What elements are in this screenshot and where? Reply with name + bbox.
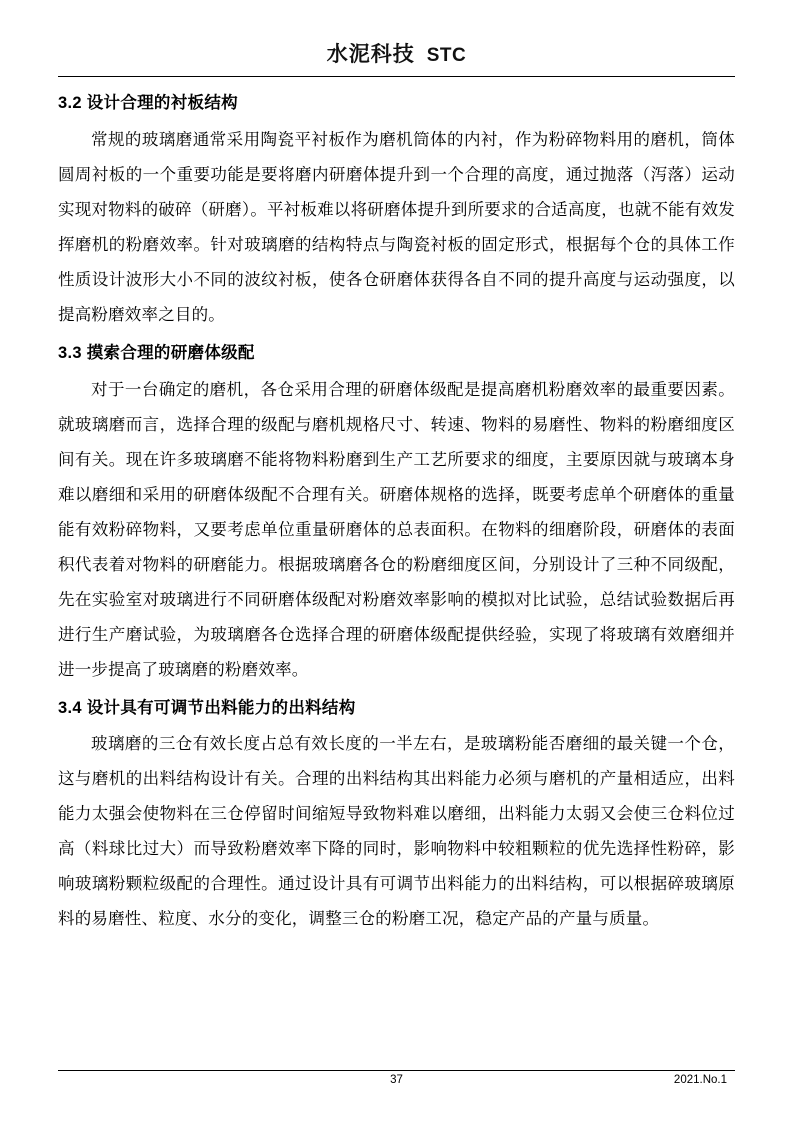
journal-abbreviation: STC (426, 45, 467, 66)
section-heading-3-4: 3.4 设计具有可调节出料能力的出料结构 (58, 698, 356, 717)
section-3-4-paragraph-1: 玻璃磨的三仓有效长度占总有效长度的一半左右，是玻璃粉能否磨细的最关键一个仓，这与磨机的出料结构设计有关。合理的出料结构其出料能力必须与磨机的产量相适应，出料能力太强会使物料在三仓停留时间缩短导致物料难以磨细，出料能力太弱又会使三仓料位过高（料球比过大）而导致粉磨效率下降的同时，影响物料中较粗颗粒的优先选择性粉碎，影响玻璃粉颗粒级配的合理性。通过设计具有可调节出料能力的出料结构，可以根据碎玻璃原料的易磨性、粒度、水分的变化，调整三仓的粉磨工况，稳定产品的产量与质量。 (58, 734, 735, 929)
page-footer (58, 1070, 735, 1092)
header-divider (58, 76, 735, 77)
footer-row (58, 1074, 735, 1092)
page-number: 37 (390, 1074, 403, 1086)
page-header (58, 38, 735, 74)
section-heading-3-2: 3.2 设计合理的衬板结构 (58, 94, 238, 112)
section-spacer (58, 689, 735, 696)
section-3-3-paragraph-1: 对于一台确定的磨机，各仓采用合理的研磨体级配是提高磨机粉磨效率的最重要因素。就玻璃磨而言，选择合理的级配与磨机规格尺寸、转速、物料的易磨性、物料的粉磨细度区间有关。现在许多玻璃磨不能将物料粉磨到生产工艺所要求的细度，主要原因就与玻璃本身难以磨细和采用的研磨体级配不合理有关。研磨体规格的选择，既要考虑单个研磨体的重量能有效粉碎物料，又要考虑单位重量研磨体的总表面积。在物料的细磨阶段，研磨体的表面积代表着对物料的研磨能力。根据玻璃磨各仓的粉磨细度区间，分别设计了三种不同级配，先在实验室对玻璃进行不同研磨体级配对粉磨效率影响的模拟对比试验，总结试验数据后再进行生产磨试验，为玻璃磨各仓选择合理的研磨体级配提供经验，实现了将玻璃有效磨细并进一步提高了玻璃磨的粉磨效率。 (58, 379, 735, 679)
footer-divider (58, 1070, 735, 1071)
section-heading-3-3: 3.3 摸索合理的研磨体级配 (58, 343, 255, 362)
journal-title: 水泥科技 (326, 42, 415, 66)
section-spacer (58, 334, 735, 341)
issue-label: 2021.No.1 (673, 1074, 727, 1086)
document-body (58, 91, 735, 936)
section-3-2-paragraph-1: 常规的玻璃磨通常采用陶瓷平衬板作为磨机筒体的内衬，作为粉碎物料用的磨机，筒体圆周衬板的一个重要功能是要将磨内研磨体提升到一个合理的高度，通过抛落（泻落）运动实现对物料的破碎（研磨）。平衬板难以将研磨体提升到所要求的合适高度，也就不能有效发挥磨机的粉磨效率。针对玻璃磨的结构特点与陶瓷衬板的固定形式，根据每个仓的具体工作性质设计波形大小不同的波纹衬板，使各仓研磨体获得各自不同的提升高度与运动强度，以提高粉磨效率之目的。 (58, 129, 735, 324)
page-content-area (58, 38, 735, 1094)
